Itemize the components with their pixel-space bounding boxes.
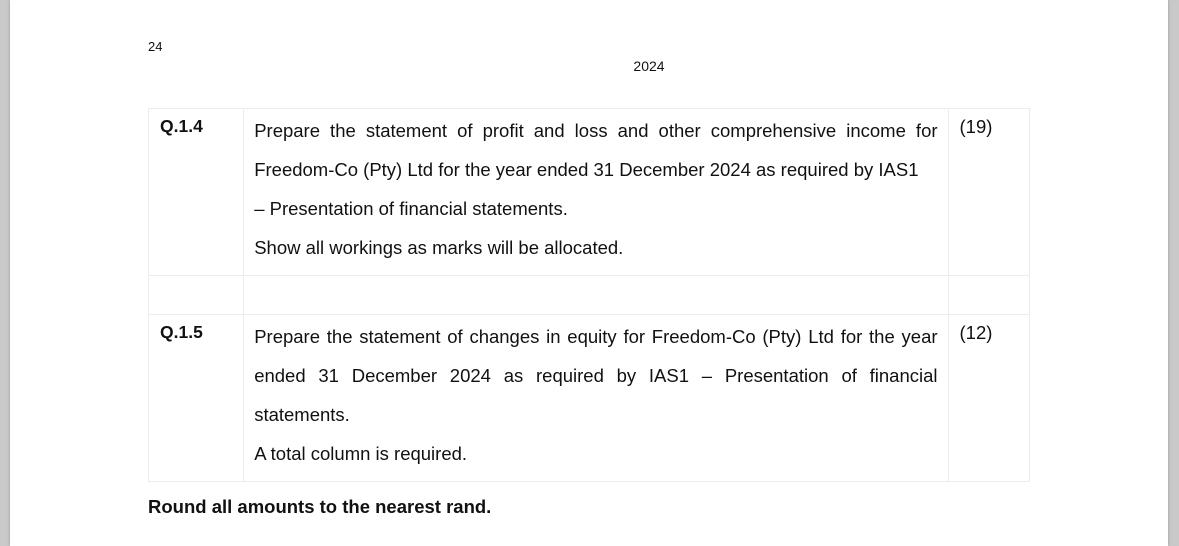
question-row [149, 315, 1030, 482]
question-line: Prepare the statement of profit and loss and other comprehensive income for [254, 120, 938, 141]
question-row [149, 109, 1030, 276]
question-marks: (19) [948, 109, 1029, 276]
question-line: statements. [254, 404, 350, 425]
question-line: ended 31 December 2024 as required by IAS1 – Presentation of financial [254, 365, 938, 386]
rounding-instruction: Round all amounts to the nearest rand. [148, 496, 492, 517]
question-text [244, 109, 948, 276]
question-line: Show all workings as marks will be allocated. [254, 237, 624, 258]
question-line: Freedom-Co (Pty) Ltd for the year ended 31 December 2024 as required by IAS1 [254, 159, 919, 180]
page-number: 24 [148, 39, 163, 54]
question-line: – Presentation of financial statements. [254, 198, 568, 219]
question-number: Q.1.5 [149, 315, 244, 482]
question-number: Q.1.4 [149, 109, 244, 276]
spacer-cell [244, 276, 948, 315]
spacer-row [149, 276, 1030, 315]
spacer-cell [149, 276, 244, 315]
spacer-cell [948, 276, 1029, 315]
header-year: 2024 [633, 58, 665, 74]
questions-table [148, 108, 1030, 482]
document-page [10, 0, 1168, 546]
question-text [244, 315, 948, 482]
question-line: Prepare the statement of changes in equity for Freedom-Co (Pty) Ltd for the year [254, 326, 938, 347]
question-line: A total column is required. [254, 443, 468, 464]
question-marks: (12) [948, 315, 1029, 482]
